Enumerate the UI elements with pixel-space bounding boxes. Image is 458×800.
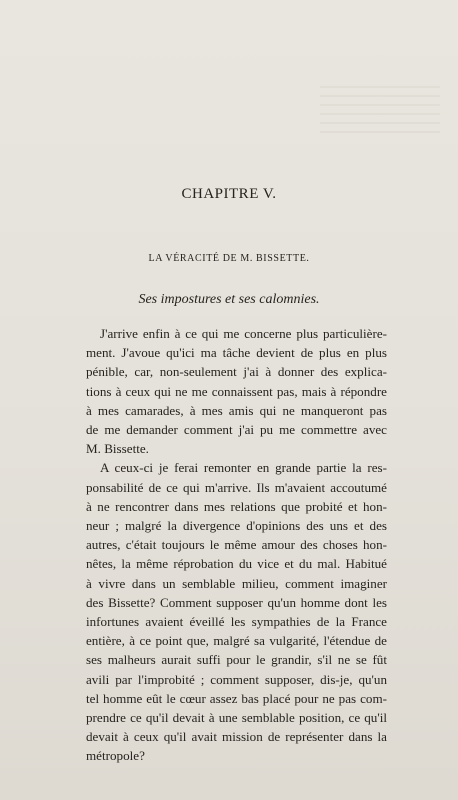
text-line: avili par l'improbité ; comment supposer, dis-je, qu'un bbox=[86, 671, 387, 687]
text-line: ment. J'avoue qu'ici ma tâche devient de plus en plus bbox=[86, 345, 387, 361]
text-line: J'arrive enfin à ce qui me concerne plus particulière- bbox=[100, 326, 387, 341]
text-line: autres, c'était toujours le même amour des choses hon- bbox=[86, 537, 387, 553]
text-line: infortunes avaient éveillé les sympathies de la France bbox=[86, 614, 387, 630]
paragraph-2 bbox=[86, 458, 387, 765]
text-line: à vivre dans un semblable milieu, comment imaginer bbox=[86, 575, 387, 591]
text-line: de me demander comment j'ai pu me commettre avec bbox=[86, 422, 387, 438]
text-line: ses malheurs aurait suffi pour le grandir, s'il ne se fût bbox=[86, 652, 387, 668]
text-line: ponsabilité de ce qui m'arrive. Ils m'avaient accoutumé bbox=[86, 479, 387, 495]
body-text bbox=[86, 324, 387, 766]
text-line: métropole? bbox=[86, 748, 145, 764]
text-line: A ceux-ci je ferai remonter en grande partie la res- bbox=[100, 460, 387, 476]
paragraph-1 bbox=[86, 324, 387, 458]
text-line: neur ; malgré la divergence d'opinions des uns et des bbox=[86, 518, 387, 534]
show-through-text bbox=[320, 86, 440, 136]
chapter-heading: CHAPITRE V. bbox=[181, 186, 277, 202]
text-line: nêtes, la même réprobation du vice et du mal. Habitué bbox=[86, 556, 387, 572]
text-line: pénible, car, non-seulement j'ai à donner des explica- bbox=[86, 364, 387, 380]
chapter-subheading: LA VÉRACITÉ DE M. BISSETTE. bbox=[148, 253, 310, 264]
text-line: tel homme eût le cœur assez bas placé pour ne pas com- bbox=[86, 690, 387, 706]
text-line: à ne rencontrer dans mes relations que probité et hon- bbox=[86, 498, 387, 514]
text-line: tions à ceux qui ne me connaissent pas, mais à répondre bbox=[86, 383, 387, 399]
text-line: à mes camarades, à mes amis qui ne manqueront pas bbox=[86, 402, 387, 418]
text-line: M. Bissette. bbox=[86, 441, 149, 457]
text-line: prendre ce qu'il devait à une semblable position, ce qu'il bbox=[86, 710, 387, 726]
text-line: des Bissette? Comment supposer qu'un homme dont les bbox=[86, 594, 387, 610]
chapter-subtitle: Ses impostures et ses calomnies. bbox=[138, 292, 320, 307]
text-line: devait à ceux qu'il avait mission de représenter dans la bbox=[86, 729, 387, 745]
text-line: entière, à ce point que, malgré sa vulgarité, l'étendue de bbox=[86, 633, 387, 649]
